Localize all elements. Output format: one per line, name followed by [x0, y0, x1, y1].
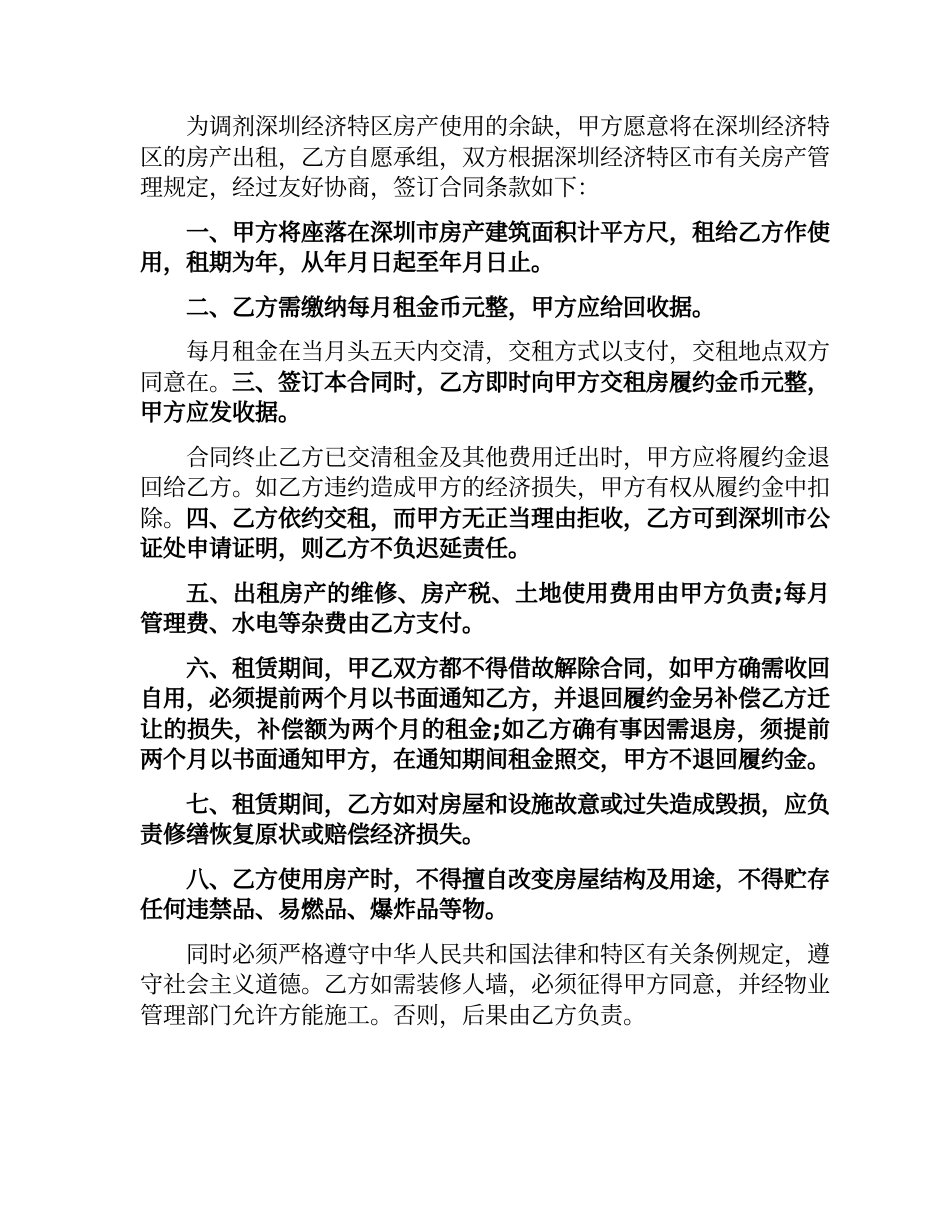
- document-body: [140, 112, 830, 1045]
- paragraph-preamble: 为调剂深圳经济特区房产使用的余缺，甲方愿意将在深圳经济特区的房产出租，乙方自愿承组，双方根据深圳经济特区市有关房产管理规定，经过友好协商，签订合同条款如下：: [140, 114, 830, 201]
- paragraph-deposit-return: [140, 443, 830, 565]
- clause-7: 七、租赁期间，乙方如对房屋和设施故意或过失造成毁损，应负责修缮恢复原状或赔偿经济损失。: [140, 791, 830, 848]
- deposit-return-text: 合同终止乙方已交清租金及其他费用迁出时，甲方应将履约金退回给乙方。如乙方违约造成甲方的经济损失，甲方有权从履约金中扣除。: [140, 444, 830, 532]
- clause-2: 二、乙方需缴纳每月租金币元整，甲方应给回收据。: [186, 294, 715, 321]
- clause-5: 五、出租房产的维修、房产税、土地使用费用由甲方负责;每月管理费、水电等杂费由乙方支付。: [140, 580, 830, 637]
- clause-1: 一、甲方将座落在深圳市房产建筑面积计平方尺，租给乙方作使用，租期为年，从年月日起至年月日止。: [140, 219, 830, 276]
- paragraph-rent-payment: [140, 337, 830, 429]
- paragraph-compliance: 同时必须严格遵守中华人民共和国法律和特区有关条例规定，遵守社会主义道德。乙方如需装修人墙，必须征得甲方同意，并经物业管理部门允许方能施工。否则，后果由乙方负责。: [140, 941, 830, 1029]
- clause-8: 八、乙方使用房产时，不得擅自改变房屋结构及用途，不得贮存任何违禁品、易燃品、爆炸品等物。: [140, 866, 830, 923]
- clause-3: 三、签订本合同时，乙方即时向甲方交租房履约金币元整，甲方应发收据。: [140, 369, 830, 426]
- clause-4: 四、乙方依约交租，而甲方无正当理由拒收，乙方可到深圳市公证处申请证明，则乙方不负迟延责任。: [140, 505, 830, 562]
- clause-6: 六、租赁期间，甲乙双方都不得借故解除合同，如甲方确需收回自用，必须提前两个月以书面通知乙方，并退回履约金另补偿乙方迁让的损失，补偿额为两个月的租金;如乙方确有事因需退房，须提前两个月以书面通知甲方，在通知期间租金照交，甲方不退回履约金。: [140, 655, 830, 773]
- rent-payment-text: 每月租金在当月头五天内交清，交租方式以支付，交租地点双方同意在。: [140, 339, 830, 396]
